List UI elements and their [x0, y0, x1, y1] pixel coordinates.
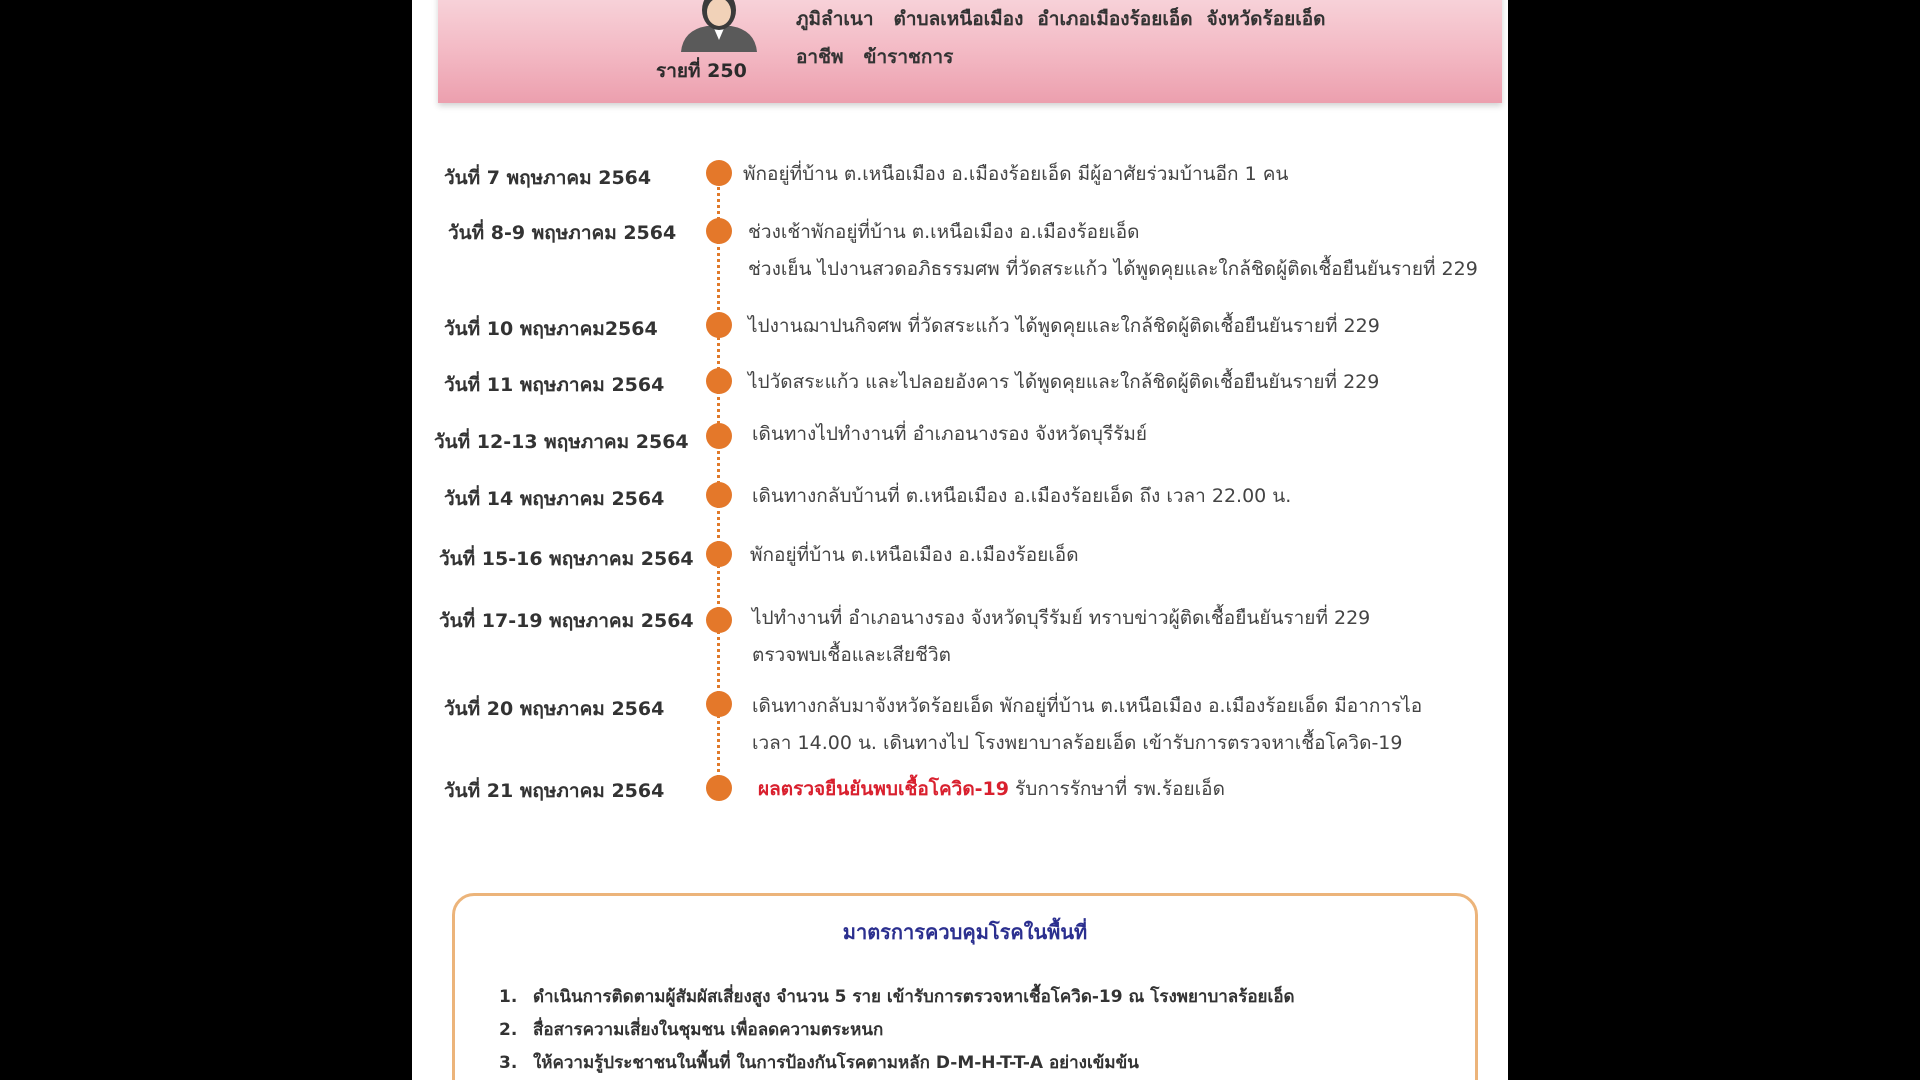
- timeline-date: วันที่ 10 พฤษภาคม2564: [444, 318, 658, 340]
- timeline-date: วันที่ 20 พฤษภาคม 2564: [444, 698, 665, 720]
- timeline-dot: [706, 775, 732, 801]
- timeline-date: วันที่ 17-19 พฤษภาคม 2564: [439, 610, 694, 632]
- timeline-date: วันที่ 21 พฤษภาคม 2564: [444, 780, 665, 802]
- occupation-label: อาชีพ: [796, 46, 844, 68]
- measures-title: มาตรการควบคุมโรคในพื้นที่: [842, 920, 1088, 944]
- patient-header: [438, 0, 1502, 103]
- timeline-line: ไปงานฌาปนกิจศพ ที่วัดสระแก้ว ได้พูดคุยและใกล้ชิดผู้ติดเชื้อยืนยันรายที่ 229: [748, 315, 1380, 337]
- measure-number: 1.: [499, 987, 518, 1007]
- measure-number: 2.: [499, 1020, 518, 1040]
- timeline-line: พักอยู่ที่บ้าน ต.เหนือเมือง อ.เมืองร้อยเอ็ด: [750, 544, 1079, 566]
- timeline-text: [752, 416, 1147, 453]
- timeline-date: วันที่ 15-16 พฤษภาคม 2564: [439, 548, 694, 570]
- timeline-line: ช่วงเย็น ไปงานสวดอภิธรรมศพ ที่วัดสระแก้ว ได้พูดคุยและใกล้ชิดผู้ติดเชื้อยืนยันรายที่ 229: [748, 258, 1478, 280]
- timeline-text: [752, 600, 1370, 674]
- timeline-text: [750, 537, 1079, 574]
- timeline-text: [743, 156, 1288, 193]
- timeline-date: วันที่ 14 พฤษภาคม 2564: [444, 488, 665, 510]
- timeline-dot: [706, 160, 732, 186]
- hometown-line: [796, 4, 1340, 34]
- timeline-date: วันที่ 7 พฤษภาคม 2564: [444, 167, 652, 189]
- timeline-line: พักอยู่ที่บ้าน ต.เหนือเมือง อ.เมืองร้อยเอ็ด มีผู้อาศัยร่วมบ้านอีก 1 คน: [743, 163, 1289, 185]
- timeline-text: [758, 771, 1225, 808]
- timeline-date: วันที่ 11 พฤษภาคม 2564: [444, 374, 665, 396]
- timeline-dot: [706, 218, 732, 244]
- timeline-dot: [706, 691, 732, 717]
- hometown-subdistrict: ตำบลเหนือเมือง: [893, 8, 1024, 30]
- hometown-district: อำเภอเมืองร้อยเอ็ด: [1037, 8, 1193, 30]
- timeline-dot: [706, 541, 732, 567]
- timeline-line: ไปทำงานที่ อำเภอนางรอง จังหวัดบุรีรัมย์ ทราบข่าวผู้ติดเชื้อยืนยันรายที่ 229: [752, 607, 1371, 629]
- timeline-dot: [706, 423, 732, 449]
- timeline-text: [752, 688, 1422, 762]
- timeline-date: วันที่ 8-9 พฤษภาคม 2564: [448, 222, 677, 244]
- timeline-dot: [706, 607, 732, 633]
- measure-text: สื่อสารความเสี่ยงในชุมชน เพื่อลดความตระหนก: [533, 1020, 884, 1040]
- timeline-text: [748, 214, 1478, 288]
- timeline-dot: [706, 312, 732, 338]
- measure-item: [499, 1049, 1139, 1076]
- timeline-line: เดินทางไปทำงานที่ อำเภอนางรอง จังหวัดบุรีรัมย์: [752, 423, 1148, 445]
- timeline-text: [752, 478, 1291, 515]
- timeline-dot: [706, 482, 732, 508]
- timeline-line: เวลา 14.00 น. เดินทางไป โรงพยาบาลร้อยเอ็ด เข้ารับการตรวจหาเชื้อโควิด-19: [752, 732, 1403, 754]
- timeline-line: ช่วงเช้าพักอยู่ที่บ้าน ต.เหนือเมือง อ.เมืองร้อยเอ็ด: [748, 221, 1140, 243]
- measure-text: ดำเนินการติดตามผู้สัมผัสเสี่ยงสูง จำนวน 5 ราย เข้ารับการตรวจหาเชื้อโควิด-19 ณ โรงพยาบาลร้อยเอ็ด: [533, 987, 1295, 1007]
- timeline-highlight: ผลตรวจยืนยันพบเชื้อโควิด-19: [758, 778, 1009, 800]
- measure-item: [499, 983, 1295, 1010]
- person-avatar-icon: [677, 0, 761, 52]
- case-number: รายที่ 250: [656, 60, 747, 82]
- occupation-line: [796, 42, 953, 72]
- measures-box: [452, 893, 1478, 1080]
- hometown-province: จังหวัดร้อยเอ็ด: [1206, 8, 1326, 30]
- measure-text: ให้ความรู้ประชาชนในพื้นที่ ในการป้องกันโรคตามหลัก D-M-H-T-T-A อย่างเข้มข้น: [533, 1053, 1139, 1073]
- infographic-page: [412, 0, 1508, 1080]
- timeline-date: วันที่ 12-13 พฤษภาคม 2564: [434, 431, 689, 453]
- hometown-value: [894, 8, 1340, 30]
- hometown-label: ภูมิลำเนา: [796, 8, 874, 30]
- timeline-line: ไปวัดสระแก้ว และไปลอยอังคาร ได้พูดคุยและใกล้ชิดผู้ติดเชื้อยืนยันรายที่ 229: [748, 371, 1380, 393]
- occupation-value: ข้าราชการ: [863, 46, 954, 68]
- timeline-line: ตรวจพบเชื้อและเสียชีวิต: [752, 644, 951, 666]
- timeline-text: [748, 308, 1380, 345]
- timeline-line: เดินทางกลับมาจังหวัดร้อยเอ็ด พักอยู่ที่บ้าน ต.เหนือเมือง อ.เมืองร้อยเอ็ด มีอาการไอ: [752, 695, 1423, 717]
- measure-number: 3.: [499, 1053, 518, 1073]
- timeline-dot: [706, 368, 732, 394]
- timeline-text: [748, 364, 1379, 401]
- timeline-line: เดินทางกลับบ้านที่ ต.เหนือเมือง อ.เมืองร้อยเอ็ด ถึง เวลา 22.00 น.: [752, 485, 1292, 507]
- measure-item: [499, 1016, 883, 1043]
- timeline-line: รับการรักษาที่ รพ.ร้อยเอ็ด: [1015, 778, 1225, 800]
